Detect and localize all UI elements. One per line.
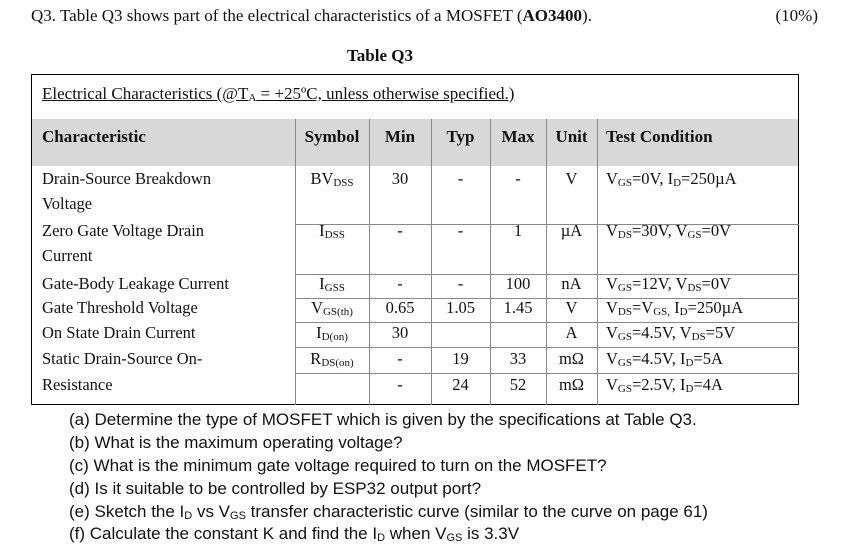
row-characteristic: Drain-Source Breakdown (42, 169, 212, 188)
header-characteristic: Characteristic (42, 127, 146, 146)
characteristics-table (31, 74, 799, 405)
row-typ: 19 (452, 349, 469, 368)
row-condition: $V_{GS}=4.5V$, $I_D=5A$ (606, 349, 723, 369)
header-min: Min (384, 127, 416, 146)
row-min: 30 (391, 323, 409, 342)
row-condition: $V_{GS}=12V$, $V_{DS}=0V$ (606, 274, 731, 294)
row-min: - (397, 375, 403, 394)
row-symbol: $I_{D(on)}$ (316, 323, 348, 343)
row-unit: nA (561, 274, 582, 293)
row-max: 100 (505, 274, 531, 293)
row-unit: µA (560, 221, 583, 240)
part-number: AO3400 (522, 6, 583, 25)
row-condition: $V_{GS}=2.5V$, $I_D=4A$ (606, 375, 723, 395)
row-unit: V (565, 298, 578, 317)
row-min: - (397, 274, 403, 293)
row-max: 1 (513, 221, 523, 240)
row-unit: mΩ (558, 375, 585, 394)
row-min: 0.65 (385, 298, 415, 317)
row-min: - (397, 221, 403, 240)
subquestion-e: (e) Sketch the $I_D$ vs $V_{GS}$ transfer characteristic curve (similar to the curve on page 61) (69, 502, 708, 522)
header-max: Max (501, 127, 535, 146)
row-condition: $V_{DS}=30V$, $V_{GS}=0V$ (606, 221, 731, 241)
subquestion-c: (c) What is the minimum gate voltage required to turn on the MOSFET? (69, 456, 607, 475)
question-header (31, 6, 592, 26)
row-typ: - (457, 274, 464, 293)
row-min: - (397, 349, 403, 368)
question-label: Q3. (31, 6, 57, 25)
subquestion-f: (f) Calculate the constant K and find the $I_D$ when $V_{GS}$ is 3.3V (69, 524, 520, 544)
header-unit: Unit (555, 127, 588, 146)
row-symbol: $V_{GS(th)}$ (311, 298, 353, 318)
row-characteristic-cont: Resistance (42, 375, 113, 394)
question-text: Table Q3 shows part of the electrical characteristics of a MOSFET (AO3400). (59, 6, 592, 25)
row-max: 1.45 (503, 298, 533, 317)
row-symbol: $BV_{DSS}$ (310, 169, 354, 189)
row-unit: V (565, 169, 578, 188)
row-typ: - (457, 221, 464, 240)
question-marks: (10%) (775, 6, 818, 25)
row-typ: 1.05 (446, 298, 475, 317)
row-unit: mΩ (558, 349, 585, 368)
row-characteristic-cont: Current (42, 246, 93, 265)
row-characteristic: Gate Threshold Voltage (42, 298, 198, 317)
header-test-condition: Test Condition (606, 127, 713, 146)
row-characteristic: On State Drain Current (42, 323, 196, 342)
table-title: Electrical Characteristics ($@T_A$ = +25ºC, unless otherwise specified.) (42, 84, 515, 104)
row-symbol: $I_{DSS}$ (319, 221, 345, 241)
row-min: 30 (391, 169, 409, 188)
row-symbol: $R_{DS(on)}$ (310, 349, 354, 369)
table-caption: Table Q3 (347, 46, 413, 65)
row-symbol: $I_{GSS}$ (319, 274, 345, 294)
row-condition: $V_{DS}=V_{GS,}$ $I_D=250\mu A$ (606, 298, 744, 318)
subquestion-b: (b) What is the maximum operating voltage? (69, 433, 403, 452)
row-max: 33 (509, 349, 527, 368)
row-typ: - (457, 169, 464, 188)
header-typ: Typ (446, 127, 475, 146)
row-typ: 24 (452, 375, 469, 394)
row-characteristic: Zero Gate Voltage Drain (42, 221, 205, 240)
row-max: - (515, 169, 521, 188)
row-condition: $V_{GS}=4.5V$, $V_{DS}=5V$ (606, 323, 736, 343)
row-characteristic-cont: Voltage (42, 194, 93, 213)
row-unit: A (565, 323, 578, 342)
row-max: 52 (509, 375, 527, 394)
row-characteristic: Gate-Body Leakage Current (42, 274, 229, 293)
subquestion-d: (d) Is it suitable to be controlled by ESP32 output port? (69, 479, 482, 498)
subquestion-a: (a) Determine the type of MOSFET which is given by the specifications at Table Q3. (69, 410, 697, 429)
header-symbol: Symbol (304, 127, 360, 146)
row-condition: $V_{GS}=0V$, $I_D=250\mu A$ (606, 169, 737, 189)
row-characteristic: Static Drain-Source On- (42, 349, 203, 368)
